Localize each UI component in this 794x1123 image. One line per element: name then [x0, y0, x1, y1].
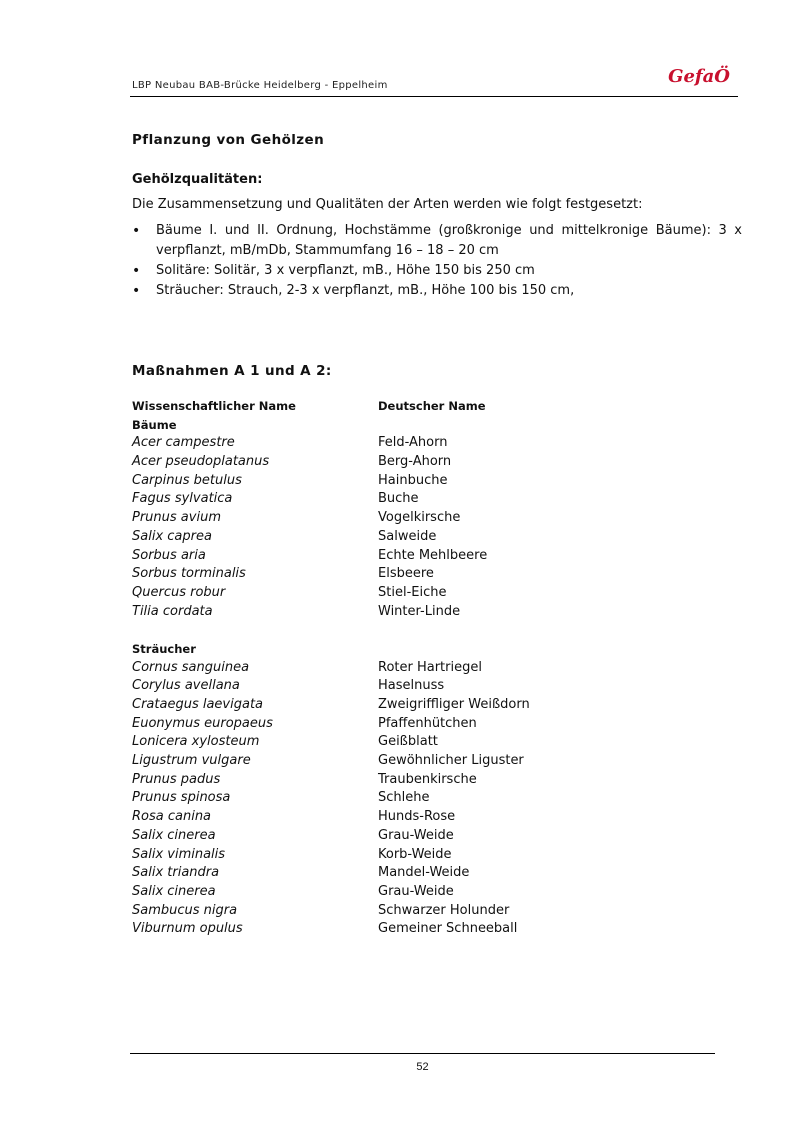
page-content — [132, 132, 742, 939]
german-name: Salweide — [378, 528, 437, 544]
scientific-name: Euonymus europaeus — [132, 715, 273, 731]
german-name: Haselnuss — [378, 678, 445, 694]
table-row — [132, 472, 732, 491]
scientific-name: Ligustrum vulgare — [132, 753, 251, 769]
german-name: Korb-Weide — [378, 846, 452, 862]
german-name: Elsbeere — [378, 566, 434, 582]
column-header-german: Deutscher Name — [378, 399, 486, 413]
scientific-name: Salix viminalis — [132, 846, 226, 862]
scientific-name: Acer pseudoplatanus — [132, 454, 270, 470]
species-table — [132, 397, 732, 939]
german-name: Schwarzer Holunder — [378, 902, 510, 918]
german-name: Grau-Weide — [378, 827, 454, 843]
table-row — [132, 565, 732, 584]
table-row — [132, 733, 732, 752]
table-row — [132, 715, 732, 734]
company-logo: GefaÖ — [668, 66, 730, 87]
scientific-name: Crataegus laevigata — [132, 697, 264, 712]
scientific-name: Cornus sanguinea — [132, 659, 250, 675]
section-title-measures: Maßnahmen A 1 und A 2: — [132, 363, 332, 379]
table-row — [132, 490, 732, 509]
trees-list — [132, 434, 732, 621]
page-number: 52 — [416, 1061, 429, 1073]
page-header — [130, 66, 738, 97]
quality-item-trees: • Bäume I. und II. Ordnung, Hochstämme (großkronige und mittelkronige Bäume): 3 x verpflanzt, mB/mDb, Stammumfang 16 – 18 – 20 cm — [132, 221, 742, 261]
shrubs-list — [132, 659, 732, 939]
scientific-name: Fagus sylvatica — [132, 491, 233, 507]
german-name: Traubenkirsche — [378, 771, 477, 787]
column-header-scientific: Wissenschaftlicher Name — [132, 399, 296, 413]
table-row — [132, 771, 732, 790]
scientific-name: Salix triandra — [132, 865, 220, 881]
table-row — [132, 920, 732, 939]
intro-paragraph: Die Zusammensetzung und Qualitäten der Arten werden wie folgt festgesetzt: — [132, 197, 643, 212]
scientific-name: Corylus avellana — [132, 678, 240, 694]
german-name: Buche — [378, 491, 419, 507]
scientific-name: Salix cinerea — [132, 827, 216, 843]
table-row — [132, 808, 732, 827]
table-row — [132, 846, 732, 865]
table-row — [132, 528, 732, 547]
scientific-name: Lonicera xylosteum — [132, 734, 260, 750]
scientific-name: Acer campestre — [132, 435, 235, 451]
table-row — [132, 659, 732, 678]
scientific-name: Sambucus nigra — [132, 902, 238, 918]
table-row — [132, 584, 732, 603]
table-row — [132, 902, 732, 921]
scientific-name: Prunus spinosa — [132, 790, 231, 806]
scientific-name: Salix caprea — [132, 528, 212, 544]
table-row — [132, 789, 732, 808]
group-label: Bäume — [132, 417, 177, 432]
german-name: Echte Mehlbeere — [378, 547, 488, 563]
footer-divider — [130, 1053, 715, 1054]
table-row — [132, 864, 732, 883]
group-heading-shrubs — [132, 640, 732, 659]
german-name: Zweigriffliger Weißdorn — [378, 697, 530, 712]
german-name: Berg-Ahorn — [378, 454, 452, 470]
german-name: Stiel-Eiche — [378, 584, 447, 600]
quality-item-solitaires: • Solitäre: Solitär, 3 x verpflanzt, mB., Höhe 150 bis 250 cm — [132, 261, 742, 281]
group-heading-trees — [132, 416, 732, 435]
scientific-name: Viburnum opulus — [132, 921, 243, 937]
german-name: Winter-Linde — [378, 603, 461, 619]
german-name: Gemeiner Schneeball — [378, 921, 518, 937]
scientific-name: Quercus robur — [132, 584, 226, 600]
section-title-planting: Pflanzung von Gehölzen — [132, 132, 325, 148]
scientific-name: Prunus padus — [132, 771, 221, 787]
german-name: Hunds-Rose — [378, 809, 456, 825]
table-row — [132, 547, 732, 566]
scientific-name: Rosa canina — [132, 809, 212, 825]
scientific-name: Sorbus torminalis — [132, 566, 246, 582]
table-row — [132, 827, 732, 846]
table-row — [132, 696, 732, 715]
quality-item-shrubs: • Sträucher: Strauch, 2-3 x verpflanzt, mB., Höhe 100 bis 150 cm, — [132, 281, 742, 301]
table-row — [132, 453, 732, 472]
table-row — [132, 434, 732, 453]
german-name: Gewöhnlicher Liguster — [378, 753, 524, 769]
german-name: Mandel-Weide — [378, 865, 470, 881]
group-label: Sträucher — [132, 641, 196, 656]
german-name: Roter Hartriegel — [378, 659, 482, 675]
scientific-name: Sorbus aria — [132, 547, 206, 563]
table-header-row — [132, 397, 732, 416]
german-name: Geißblatt — [378, 734, 438, 750]
scientific-name: Prunus avium — [132, 510, 221, 526]
header-title: LBP Neubau BAB-Brücke Heidelberg - Eppelheim — [132, 80, 388, 91]
table-row — [132, 752, 732, 771]
table-row — [132, 677, 732, 696]
table-row — [132, 603, 732, 622]
scientific-name: Tilia cordata — [132, 603, 213, 619]
scientific-name: Salix cinerea — [132, 883, 216, 899]
german-name: Vogelkirsche — [378, 510, 461, 526]
table-row — [132, 509, 732, 528]
german-name: Schlehe — [378, 790, 430, 806]
german-name: Feld-Ahorn — [378, 435, 448, 451]
scientific-name: Carpinus betulus — [132, 472, 242, 488]
german-name: Hainbuche — [378, 472, 448, 488]
table-row — [132, 883, 732, 902]
quality-list — [132, 221, 742, 301]
german-name: Grau-Weide — [378, 883, 454, 899]
german-name: Pfaffenhütchen — [378, 715, 477, 731]
subheading-qualities: Gehölzqualitäten: — [132, 172, 263, 187]
